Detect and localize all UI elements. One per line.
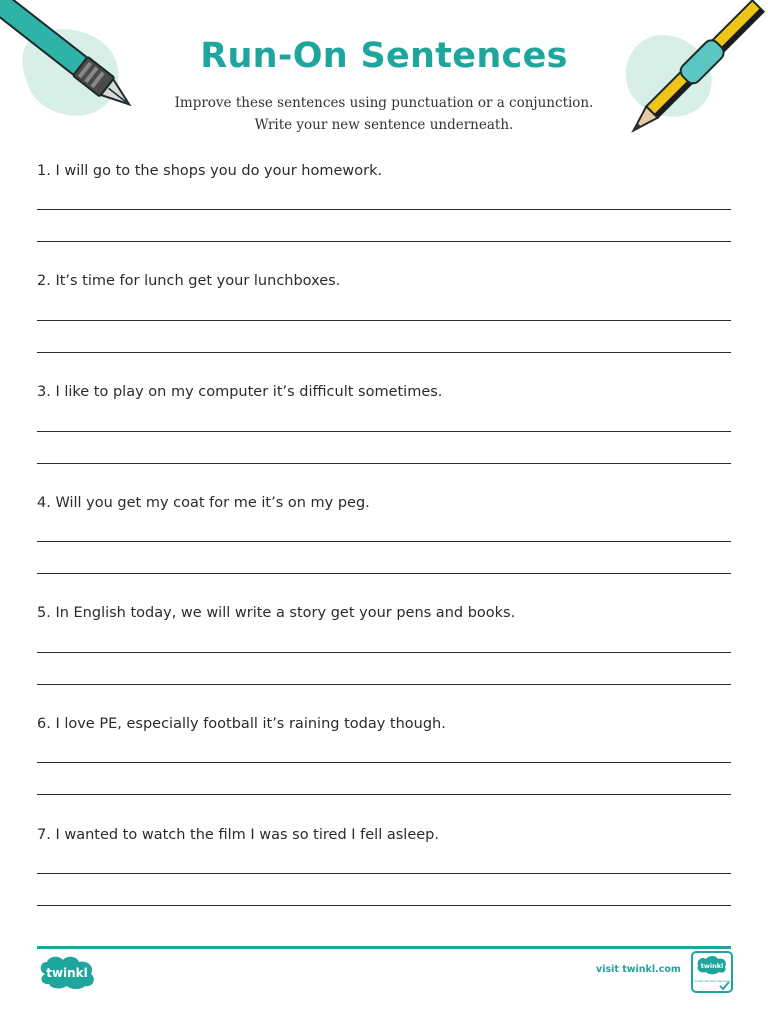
quality-badge-label: Quality Standard Approved <box>694 980 730 983</box>
question-text: 6. I love PE, especially football it’s raining today though. <box>37 716 446 732</box>
answer-line[interactable] <box>37 873 731 874</box>
answer-line[interactable] <box>37 794 731 795</box>
answer-line[interactable] <box>37 241 731 242</box>
twinkl-logo[interactable] <box>37 954 99 990</box>
answer-line[interactable] <box>37 209 731 210</box>
answer-line[interactable] <box>37 431 731 432</box>
answer-line[interactable] <box>37 652 731 653</box>
question-text: 3. I like to play on my computer it’s difficult sometimes. <box>37 384 443 400</box>
question-7 <box>37 824 731 846</box>
answer-line[interactable] <box>37 905 731 906</box>
answer-line[interactable] <box>37 684 731 685</box>
question-text: 4. Will you get my coat for me it’s on my peg. <box>37 495 370 511</box>
answer-line[interactable] <box>37 541 731 542</box>
quality-badge <box>690 950 734 994</box>
question-text: 7. I wanted to watch the film I was so tired I fell asleep. <box>37 827 439 843</box>
twinkl-logo-text: twinkl <box>46 966 88 980</box>
question-5 <box>37 602 731 624</box>
question-4 <box>37 492 731 514</box>
question-text: 1. I will go to the shops you do your homework. <box>37 163 383 179</box>
visit-link[interactable]: visit twinkl.com <box>596 964 681 975</box>
question-3 <box>37 381 731 403</box>
instructions <box>0 92 768 136</box>
quality-badge-logo: twinkl <box>700 962 724 970</box>
question-2 <box>37 270 731 292</box>
footer-divider <box>37 946 731 949</box>
instructions-line-1: Improve these sentences using punctuation or a conjunction. <box>174 95 594 111</box>
question-6 <box>37 713 731 735</box>
answer-line[interactable] <box>37 320 731 321</box>
instructions-line-2: Write your new sentence underneath. <box>254 117 514 133</box>
answer-line[interactable] <box>37 573 731 574</box>
question-text: 5. In English today, we will write a story get your pens and books. <box>37 605 516 621</box>
question-text: 2. It’s time for lunch get your lunchboxes. <box>37 273 341 289</box>
question-1 <box>37 160 731 182</box>
page-title: Run-On Sentences <box>200 36 568 76</box>
answer-line[interactable] <box>37 463 731 464</box>
answer-line[interactable] <box>37 762 731 763</box>
answer-line[interactable] <box>37 352 731 353</box>
